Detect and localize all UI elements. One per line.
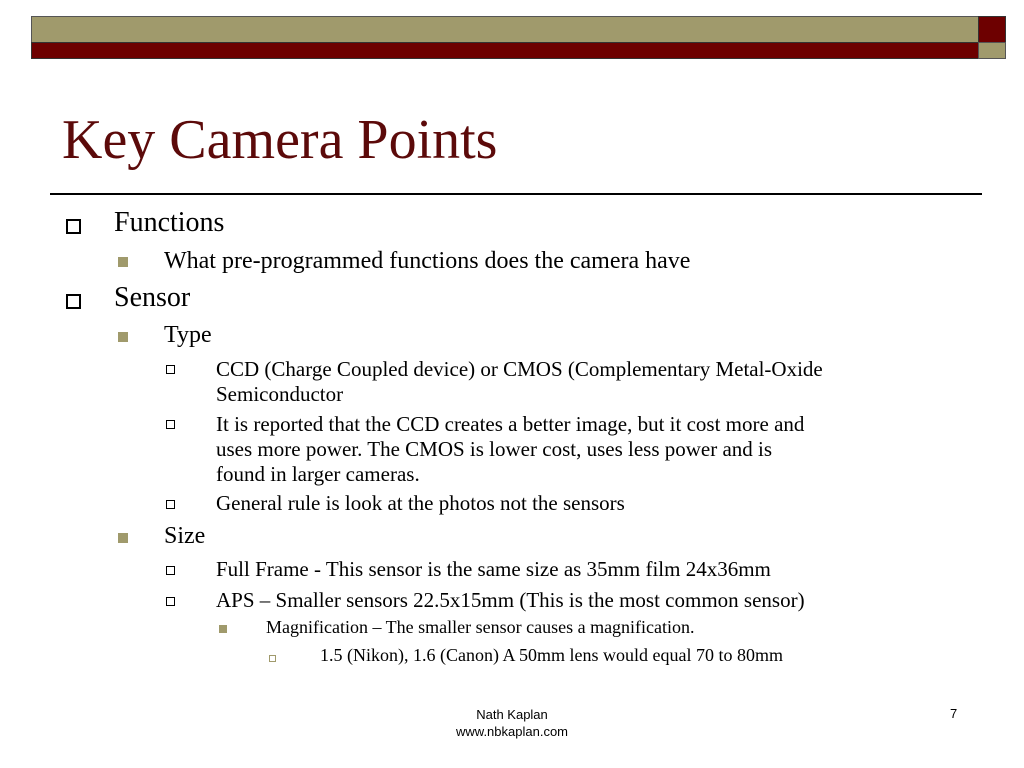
bullet-size: Size — [164, 523, 206, 549]
bullet-line: Full Frame - This sensor is the same size as 35mm film 24x36mm — [216, 557, 771, 581]
header-band-maroon — [31, 42, 979, 59]
title-divider — [50, 193, 982, 195]
header-band-olive — [31, 16, 979, 44]
solid-square-bullet-icon — [118, 332, 128, 342]
bullet-line: Semiconductor — [216, 382, 344, 406]
bullet-type: Type — [164, 322, 212, 348]
bullet-nikon-canon: 1.5 (Nikon), 1.6 (Canon) A 50mm lens would equal 70 to 80mm — [320, 645, 783, 665]
hollow-square-bullet-icon — [66, 294, 81, 309]
hollow-square-bullet-icon — [166, 365, 175, 374]
solid-square-bullet-icon — [219, 625, 227, 633]
bullet-ccd-cmos — [216, 357, 823, 407]
bullet-line: General rule is look at the photos not the sensors — [216, 491, 625, 515]
solid-square-bullet-icon — [118, 533, 128, 543]
hollow-square-bullet-icon — [166, 597, 175, 606]
slide-title: Key Camera Points — [62, 109, 498, 171]
bullet-line: It is reported that the CCD creates a better image, but it cost more and — [216, 412, 805, 436]
header-square-maroon — [978, 16, 1006, 44]
hollow-square-bullet-icon — [66, 219, 81, 234]
hollow-square-bullet-icon — [166, 420, 175, 429]
bullet-magnification: Magnification – The smaller sensor causes a magnification. — [266, 617, 695, 637]
author-name: Nath Kaplan — [476, 707, 548, 722]
hollow-square-bullet-icon — [166, 500, 175, 509]
bullet-line: found in larger cameras. — [216, 462, 420, 486]
solid-square-bullet-icon — [118, 257, 128, 267]
bullet-sensor: Sensor — [114, 282, 191, 313]
bullet-line: APS – Smaller sensors 22.5x15mm (This is the most common sensor) — [216, 588, 805, 612]
bullet-line: CCD (Charge Coupled device) or CMOS (Complementary Metal-Oxide — [216, 357, 823, 381]
bullet-preprogrammed-functions: What pre-programmed functions does the camera have — [164, 248, 691, 274]
bullet-line: uses more power. The CMOS is lower cost, uses less power and is — [216, 437, 773, 461]
page-number: 7 — [950, 706, 958, 721]
author-website: www.nbkaplan.com — [456, 724, 568, 739]
hollow-square-bullet-icon — [269, 655, 276, 662]
hollow-square-bullet-icon — [166, 566, 175, 575]
bullet-aps — [216, 588, 805, 613]
footer-author — [412, 706, 612, 740]
bullet-ccd-reported — [216, 412, 804, 487]
bullet-general-rule — [216, 491, 625, 516]
header-square-olive — [978, 42, 1006, 59]
bullet-full-frame — [216, 557, 771, 582]
bullet-functions: Functions — [114, 207, 225, 238]
